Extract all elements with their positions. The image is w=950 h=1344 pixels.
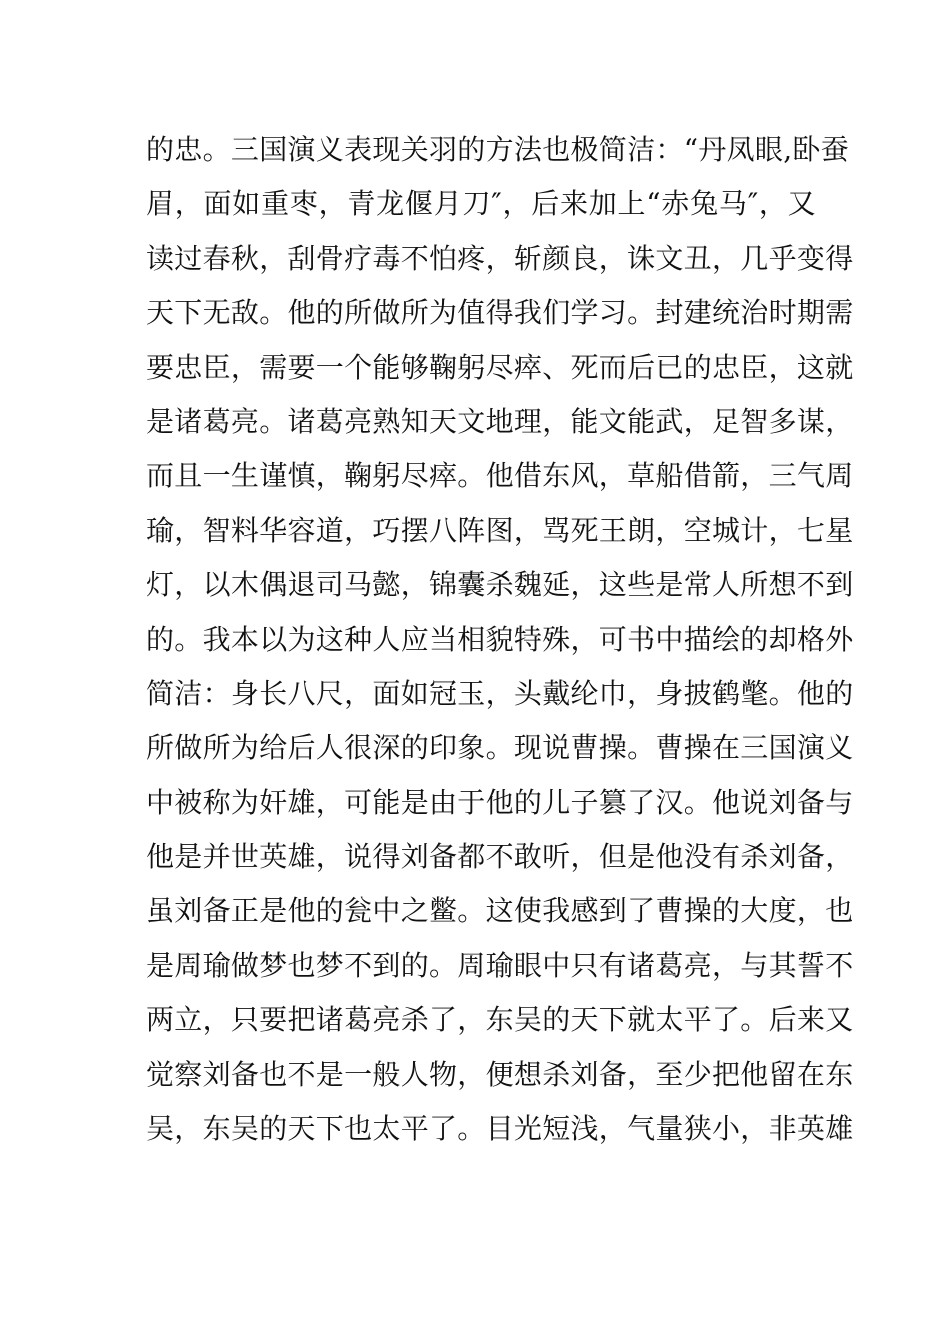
text-line: 而且一生谨慎，鞠躬尽瘁。他借东风，草船借箭，三气周 <box>146 459 854 493</box>
text-line: 吴，东吴的天下也太平了。目光短浅，气量狭小，非英雄 <box>146 1112 854 1146</box>
text-line: 要忠臣，需要一个能够鞠躬尽瘁、死而后已的忠臣，这就 <box>146 350 854 384</box>
text-line: 虽刘备正是他的瓮中之鳖。这使我感到了曹操的大度，也 <box>146 894 854 928</box>
text-line: 灯，以木偶退司马懿，锦囊杀魏延，这些是常人所想不到 <box>146 568 854 602</box>
text-line: 觉察刘备也不是一般人物，便想杀刘备，至少把他留在东 <box>146 1057 854 1091</box>
text-line: 所做所为给后人很深的印象。现说曹操。曹操在三国演义 <box>146 731 854 765</box>
text-line: 他是并世英雄，说得刘备都不敢听，但是他没有杀刘备， <box>146 840 854 874</box>
text-line: 的忠。三国演义表现关羽的方法也极简洁：“丹凤眼,卧蚕 <box>146 133 850 166</box>
text-line: 两立，只要把诸葛亮杀了，东吴的天下就太平了。后来又 <box>146 1003 854 1037</box>
text-line: 的。我本以为这种人应当相貌特殊，可书中描绘的却格外 <box>146 622 854 656</box>
body-text <box>146 123 854 1156</box>
text-line: 是诸葛亮。诸葛亮熟知天文地理，能文能武，足智多谋， <box>146 404 854 438</box>
text-line: 简洁：身长八尺，面如冠玉，头戴纶巾，身披鹤氅。他的 <box>146 676 854 710</box>
text-line: 中被称为奸雄，可能是由于他的儿子篡了汉。他说刘备与 <box>146 785 854 819</box>
text-line: 读过春秋，刮骨疗毒不怕疼，斩颜良，诛文丑，几乎变得 <box>146 241 854 275</box>
text-line: 是周瑜做梦也梦不到的。周瑜眼中只有诸葛亮，与其誓不 <box>146 948 854 982</box>
text-line: 瑜，智料华容道，巧摆八阵图，骂死王朗，空城计，七星 <box>146 513 854 547</box>
text-line: 天下无敌。他的所做所为值得我们学习。封建统治时期需 <box>146 296 854 330</box>
text-line: 眉，面如重枣，青龙偃月刀″，后来加上“赤兔马″，又 <box>146 187 816 221</box>
